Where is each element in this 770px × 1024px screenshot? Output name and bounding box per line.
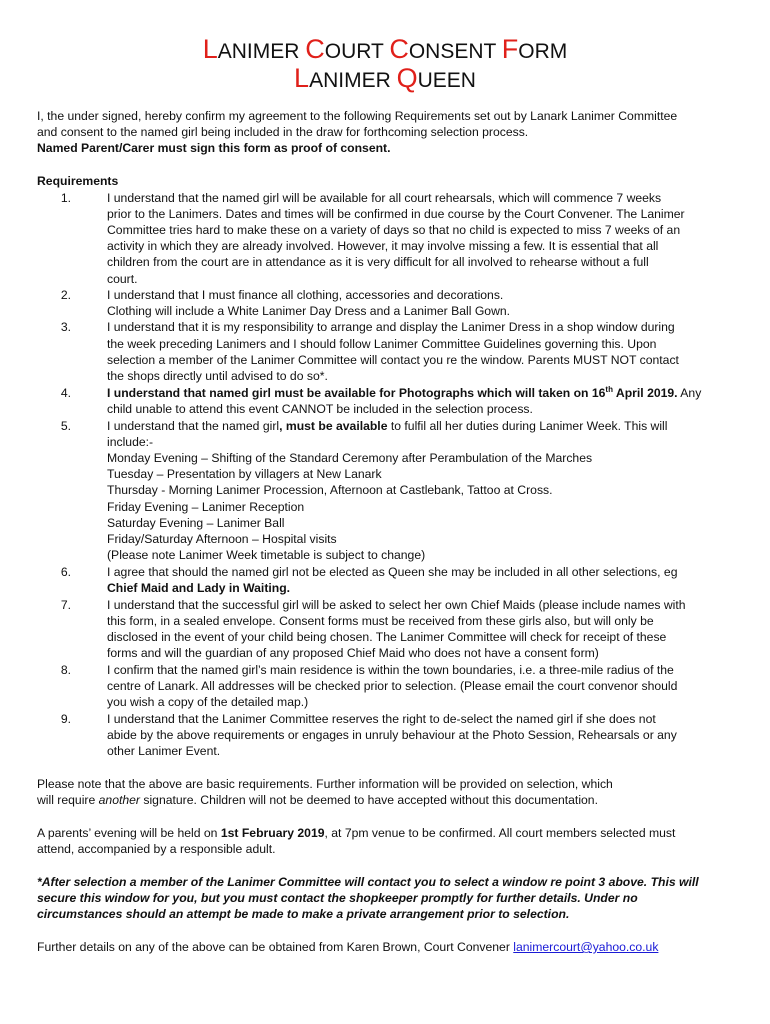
intro-line-1: I, the under signed, hereby confirm my agreement to the following Requirements set out by Lanark Lanimer Committee — [37, 109, 678, 123]
intro-line-2: and consent to the named girl being included in the draw for forthcoming selection process. — [37, 125, 529, 139]
lanimer-week-event: Monday Evening – Shifting of the Standard Ceremony after Perambulation of the Marches — [107, 451, 593, 465]
item-3-line: the week preceding Lanimers and I should follow Lanimer Committee Guidelines governing this. Upon — [107, 337, 657, 351]
item-number: 2. — [60, 288, 71, 302]
footer-contact: Further details on any of the above can be obtained from Karen Brown, Court Convener lanimercourt@yahoo.co.uk — [37, 940, 659, 954]
lanimer-week-event: Thursday - Morning Lanimer Procession, Afternoon at Castlebank, Tattoo at Cross. — [107, 483, 553, 497]
item-9-line: abide by the above requirements or engages in unruly behaviour at the Photo Session, Rehearsals or any — [107, 728, 677, 742]
lanimer-week-event: Saturday Evening – Lanimer Ball — [107, 516, 285, 530]
item-number: 5. — [60, 419, 71, 433]
item-2-line: Clothing will include a White Lanimer Day Dress and a Lanimer Ball Gown. — [107, 304, 511, 318]
item-1-line: court. — [107, 272, 138, 286]
selection-note-line: *After selection a member of the Lanimer Committee will contact you to select a window re point 3 above. This will — [37, 875, 699, 889]
item-number: 6. — [60, 565, 71, 579]
item-1-line: I understand that the named girl will be available for all court rehearsals, which will commence 7 weeks — [107, 191, 662, 205]
intro-consent-note: Named Parent/Carer must sign this form as proof of consent. — [37, 141, 391, 155]
item-6-line: Chief Maid and Lady in Waiting. — [107, 581, 291, 595]
lanimer-week-event: Friday Evening – Lanimer Reception — [107, 500, 305, 514]
item-6-line: I agree that should the named girl not be elected as Queen she may be included in all other selections, eg — [107, 565, 678, 579]
item-5-line: (Please note Lanimer Week timetable is subject to change) — [107, 548, 426, 562]
item-8-line: I confirm that the named girl’s main residence is within the town boundaries, i.e. a three-mile radius of the — [107, 663, 674, 677]
item-8-line: you wish a copy of the detailed map.) — [107, 695, 309, 709]
item-number: 7. — [60, 598, 71, 612]
item-2-line: I understand that I must finance all clothing, accessories and decorations. — [107, 288, 504, 302]
item-4-line: I understand that named girl must be available for Photographs which will taken on 16th April 2019. Any — [107, 384, 702, 400]
note-line-2: will require another signature. Children will not be deemed to have accepted without this documentation. — [37, 793, 598, 807]
item-7-line: disclosed in the event of your child being chosen. The Lanimer Committee will check for receipt of these — [107, 630, 667, 644]
selection-note-line: circumstances should an attempt be made to make a private arrangement prior to selection. — [37, 907, 570, 921]
item-1-line: prior to the Lanimers. Dates and times will be confirmed in due course by the Court Convener. The Lanimer — [107, 207, 685, 221]
item-3-line: the shops directly until advised to do so*. — [107, 369, 328, 383]
form-title: LANIMER COURT CONSENT FORM — [202, 34, 568, 64]
item-8-line: centre of Lanark. All addresses will be checked prior to selection. (Please email the court convenor should — [107, 679, 678, 693]
item-5-line: I understand that the named girl, must be available to fulfil all her duties during Lanimer Week. This will — [107, 419, 668, 433]
item-number: 4. — [60, 386, 71, 400]
item-7-line: I understand that the successful girl will be asked to select her own Chief Maids (please include names with — [107, 598, 686, 612]
email-link[interactable]: lanimercourt@yahoo.co.uk — [513, 940, 659, 954]
item-5-line: include:- — [107, 435, 154, 449]
requirements-heading: Requirements — [37, 174, 119, 188]
form-subtitle: LANIMER QUEEN — [294, 63, 476, 93]
item-number: 1. — [60, 191, 71, 205]
item-9-line: other Lanimer Event. — [107, 744, 221, 758]
selection-note-line: secure this window for you, but you must contact the shopkeeper promptly for further details. Under no — [37, 891, 638, 905]
item-3-line: I understand that it is my responsibility to arrange and display the Lanimer Dress in a shop window during — [107, 320, 675, 334]
item-number: 3. — [60, 320, 71, 334]
item-1-line: Committee tries hard to make these on a variety of days so that no child is expected to miss 7 weeks of an — [107, 223, 681, 237]
item-4-line: child unable to attend this event CANNOT be included in the selection process. — [107, 402, 533, 416]
note-line-1: Please note that the above are basic requirements. Further information will be provided on selection, which — [37, 777, 613, 791]
item-3-line: selection a member of the Lanimer Committee will contact you re the window. Parents MUST NOT contact — [107, 353, 679, 367]
item-9-line: I understand that the Lanimer Committee reserves the right to de-select the named girl if she does not — [107, 712, 656, 726]
lanimer-week-event: Tuesday – Presentation by villagers at New Lanark — [107, 467, 382, 481]
item-number: 8. — [60, 663, 71, 677]
parents-evening-line-1: A parents’ evening will be held on 1st February 2019, at 7pm venue to be confirmed. All court members selected must — [37, 826, 676, 840]
parents-evening-line-2: attend, accompanied by a responsible adult. — [37, 842, 276, 856]
item-1-line: children from the court are in attendance as it is very difficult for all involved to rehearse without a full — [107, 255, 649, 269]
lanimer-week-event: Friday/Saturday Afternoon – Hospital visits — [107, 532, 337, 546]
item-7-line: this form, in a sealed envelope. Consent forms must be received from these girls also, but will only be — [107, 614, 654, 628]
item-number: 9. — [60, 712, 71, 726]
item-7-line: forms and will the guardian of any proposed Chief Maid who does not have a consent form) — [107, 646, 599, 660]
item-1-line: activity in which they are already involved. However, it may involve missing a few. It is essential that all — [107, 239, 659, 253]
